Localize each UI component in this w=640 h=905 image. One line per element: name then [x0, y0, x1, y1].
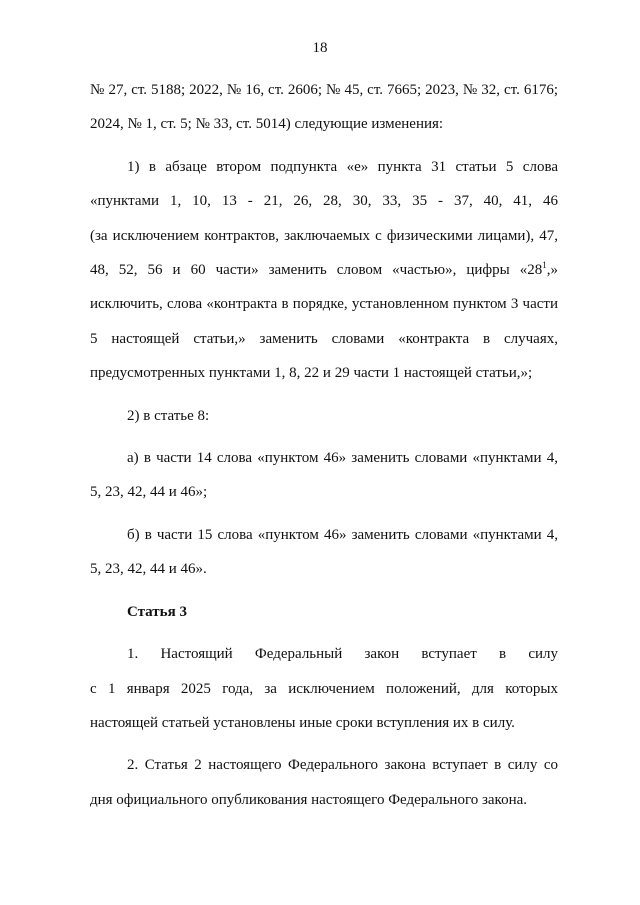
text-line: 1. Настоящий Федеральный закон вступает в силу — [127, 646, 558, 663]
text-line: 5, 23, 42, 44 и 46»; — [90, 484, 208, 501]
text-line: «пунктами 1, 10, 13 - 21, 26, 28, 30, 33, 35 - 37, 40, 41, 46 — [90, 193, 558, 210]
text-line: 5 настоящей статьи,» заменить словами «контракта в случаях, — [90, 330, 558, 347]
text-line: 2) в статье 8: — [127, 407, 210, 424]
text-line: настоящей статьей установлены иные сроки вступления их в силу. — [90, 714, 515, 731]
text-line: 5, 23, 42, 44 и 46». — [90, 561, 207, 578]
page-number: 18 — [312, 40, 328, 56]
text-line: б) в части 15 слова «пунктом 46» заменить словами «пунктами 4, — [127, 526, 558, 543]
article-heading: Статья 3 — [127, 603, 187, 620]
superscript: 1 — [542, 260, 547, 271]
text-line: (за исключением контрактов, заключаемых с физическими лицами), 47, — [90, 227, 558, 244]
text-fragment: ,» — [546, 262, 558, 279]
text-line: а) в части 14 слова «пунктом 46» заменить словами «пунктами 4, — [127, 450, 558, 467]
text-line: № 27, ст. 5188; 2022, № 16, ст. 2606; № 45, ст. 7665; 2023, № 32, ст. 6176; — [90, 82, 558, 98]
text-line: с 1 января 2025 года, за исключением положений, для которых — [90, 680, 558, 697]
text-line: дня официального опубликования настоящего Федерального закона. — [90, 791, 528, 808]
text-line: 2. Статья 2 настоящего Федерального закона вступает в силу со — [127, 757, 558, 774]
text-line: 2024, № 1, ст. 5; № 33, ст. 5014) следующие изменения: — [90, 116, 444, 133]
text-line: предусмотренных пунктами 1, 8, 22 и 29 части 1 настоящей статьи,»; — [90, 365, 533, 382]
text-line — [90, 253, 558, 287]
text-line: исключить, слова «контракта в порядке, установленном пунктом 3 части — [90, 296, 558, 313]
text-line: 1) в абзаце втором подпункта «е» пункта 31 статьи 5 слова — [127, 158, 558, 175]
text-fragment: 48, 52, 56 и 60 части» заменить словом «частью», цифры «28 — [90, 262, 543, 279]
document-body — [90, 73, 558, 817]
